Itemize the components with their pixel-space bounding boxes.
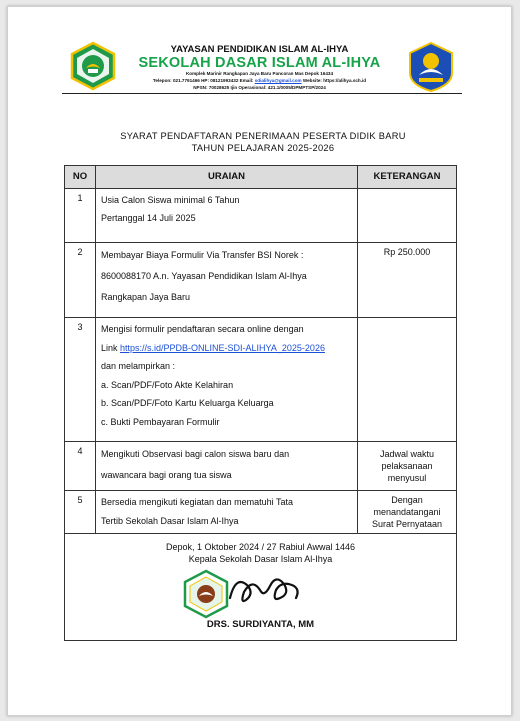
- row-3-line: dan melampirkan :: [101, 361, 176, 371]
- row-5-keterangan: [358, 491, 456, 534]
- row-4-ket-line: Jadwal waktu: [379, 449, 435, 459]
- row-5-ket-line: Dengan: [391, 495, 423, 505]
- row-2-line: 8600088170 A.n. Yayasan Pendidikan Islam Al-Ihya: [101, 271, 307, 281]
- row-1-line: Pertanggal 14 Juli 2025: [101, 213, 196, 223]
- row-1-line: Usia Calon Siswa minimal 6 Tahun: [101, 195, 240, 205]
- col-header-keterangan: KETERANGAN: [358, 166, 456, 189]
- row-4-line: Mengikuti Observasi bagi calon siswa baru dan: [101, 449, 290, 459]
- col-header-no: NO: [65, 166, 96, 189]
- row-2-uraian: [96, 243, 358, 318]
- row-2-line: Rangkapan Jaya Baru: [101, 292, 191, 302]
- signatory-position: Kepala Sekolah Dasar Islam Al-Ihya: [188, 554, 333, 564]
- document-subtitle: TAHUN PELAJARAN 2025-2026: [191, 143, 335, 153]
- row-5-no: 5: [65, 491, 96, 534]
- contact-prefix: Telepon: 021.7791466 HP: 08121993432 Email:: [152, 78, 254, 83]
- col-header-uraian: URAIAN: [96, 166, 358, 189]
- link-label: Link: [101, 342, 121, 353]
- row-4-line: wawancara bagi orang tua siswa: [101, 470, 232, 480]
- registration-link-suffix[interactable]: _2025-2026: [276, 342, 325, 353]
- row-1-uraian: [96, 189, 358, 243]
- row-5-line: Bersedia mengikuti kegiatan dan mematuhi Tata: [101, 497, 293, 507]
- row-5-uraian: [96, 491, 358, 534]
- letterhead: [8, 7, 511, 95]
- row-3-link-line: [101, 339, 352, 358]
- registration-link[interactable]: https://s.id/PPDB-ONLINE-SDI-ALIHYA: [120, 342, 277, 353]
- row-3-line: a. Scan/PDF/Foto Akte Kelahiran: [101, 379, 234, 390]
- row-4-ket-line: menyusul: [387, 473, 427, 483]
- letterhead-divider: [62, 93, 462, 94]
- row-2-keterangan: Rp 250.000: [358, 243, 456, 318]
- row-3-keterangan: [358, 318, 456, 442]
- row-5-ket-line: menandatangani: [373, 507, 441, 517]
- signature-date: Depok, 1 Oktober 2024 / 27 Rabiul Awwal 1446: [166, 542, 355, 552]
- row-5-line: Tertib Sekolah Dasar Islam Al-Ihya: [101, 516, 239, 526]
- signature-icon: [226, 568, 304, 610]
- row-3-uraian: [96, 318, 358, 442]
- row-4-keterangan: [358, 442, 456, 491]
- row-4-ket-line: pelaksanaan: [381, 461, 433, 471]
- school-stamp-icon: [180, 568, 232, 620]
- row-3-line: b. Scan/PDF/Foto Kartu Keluarga Keluarga: [101, 398, 274, 408]
- row-4-uraian: [96, 442, 358, 491]
- row-2-line: Membayar Biaya Formulir Via Transfer BSI Norek :: [101, 250, 304, 260]
- email-link[interactable]: sdialihya@gmail.com: [254, 78, 302, 83]
- document-title: SYARAT PENDAFTARAN PENERIMAAN PESERTA DIDIK BARU: [120, 131, 406, 141]
- row-1-keterangan: [358, 189, 456, 243]
- signature-block: [64, 534, 457, 641]
- row-3-no: 3: [65, 318, 96, 442]
- row-5-ket-line: Surat Pernyataan: [371, 519, 443, 529]
- row-2-no: 2: [65, 243, 96, 318]
- school-name: SEKOLAH DASAR ISLAM AL-IHYA: [138, 55, 381, 71]
- row-3-line: c. Bukti Pembayaran Formulir: [101, 416, 220, 427]
- npsn-line: NPSN: 70028625 Ijin Operasional: 421.1/0005/DPMPTSP/2024: [193, 85, 326, 90]
- signatory-name: DRS. SURDIYANTA, MM: [206, 619, 315, 630]
- row-4-no: 4: [65, 442, 96, 491]
- row-1-no: 1: [65, 189, 96, 243]
- row-3-line: Mengisi formulir pendaftaran secara online dengan: [101, 324, 304, 334]
- foundation-name: YAYASAN PENDIDIKAN ISLAM AL-IHYA: [170, 44, 349, 55]
- tut-wuri-handayani-icon: [405, 41, 457, 93]
- document-page: [7, 6, 512, 716]
- website-text: Website: https://alihya.sch.id: [302, 78, 367, 83]
- address-line: Komplek Marinir Rangkapan Jaya Baru Pancoran Mas Depok 16434: [185, 71, 334, 76]
